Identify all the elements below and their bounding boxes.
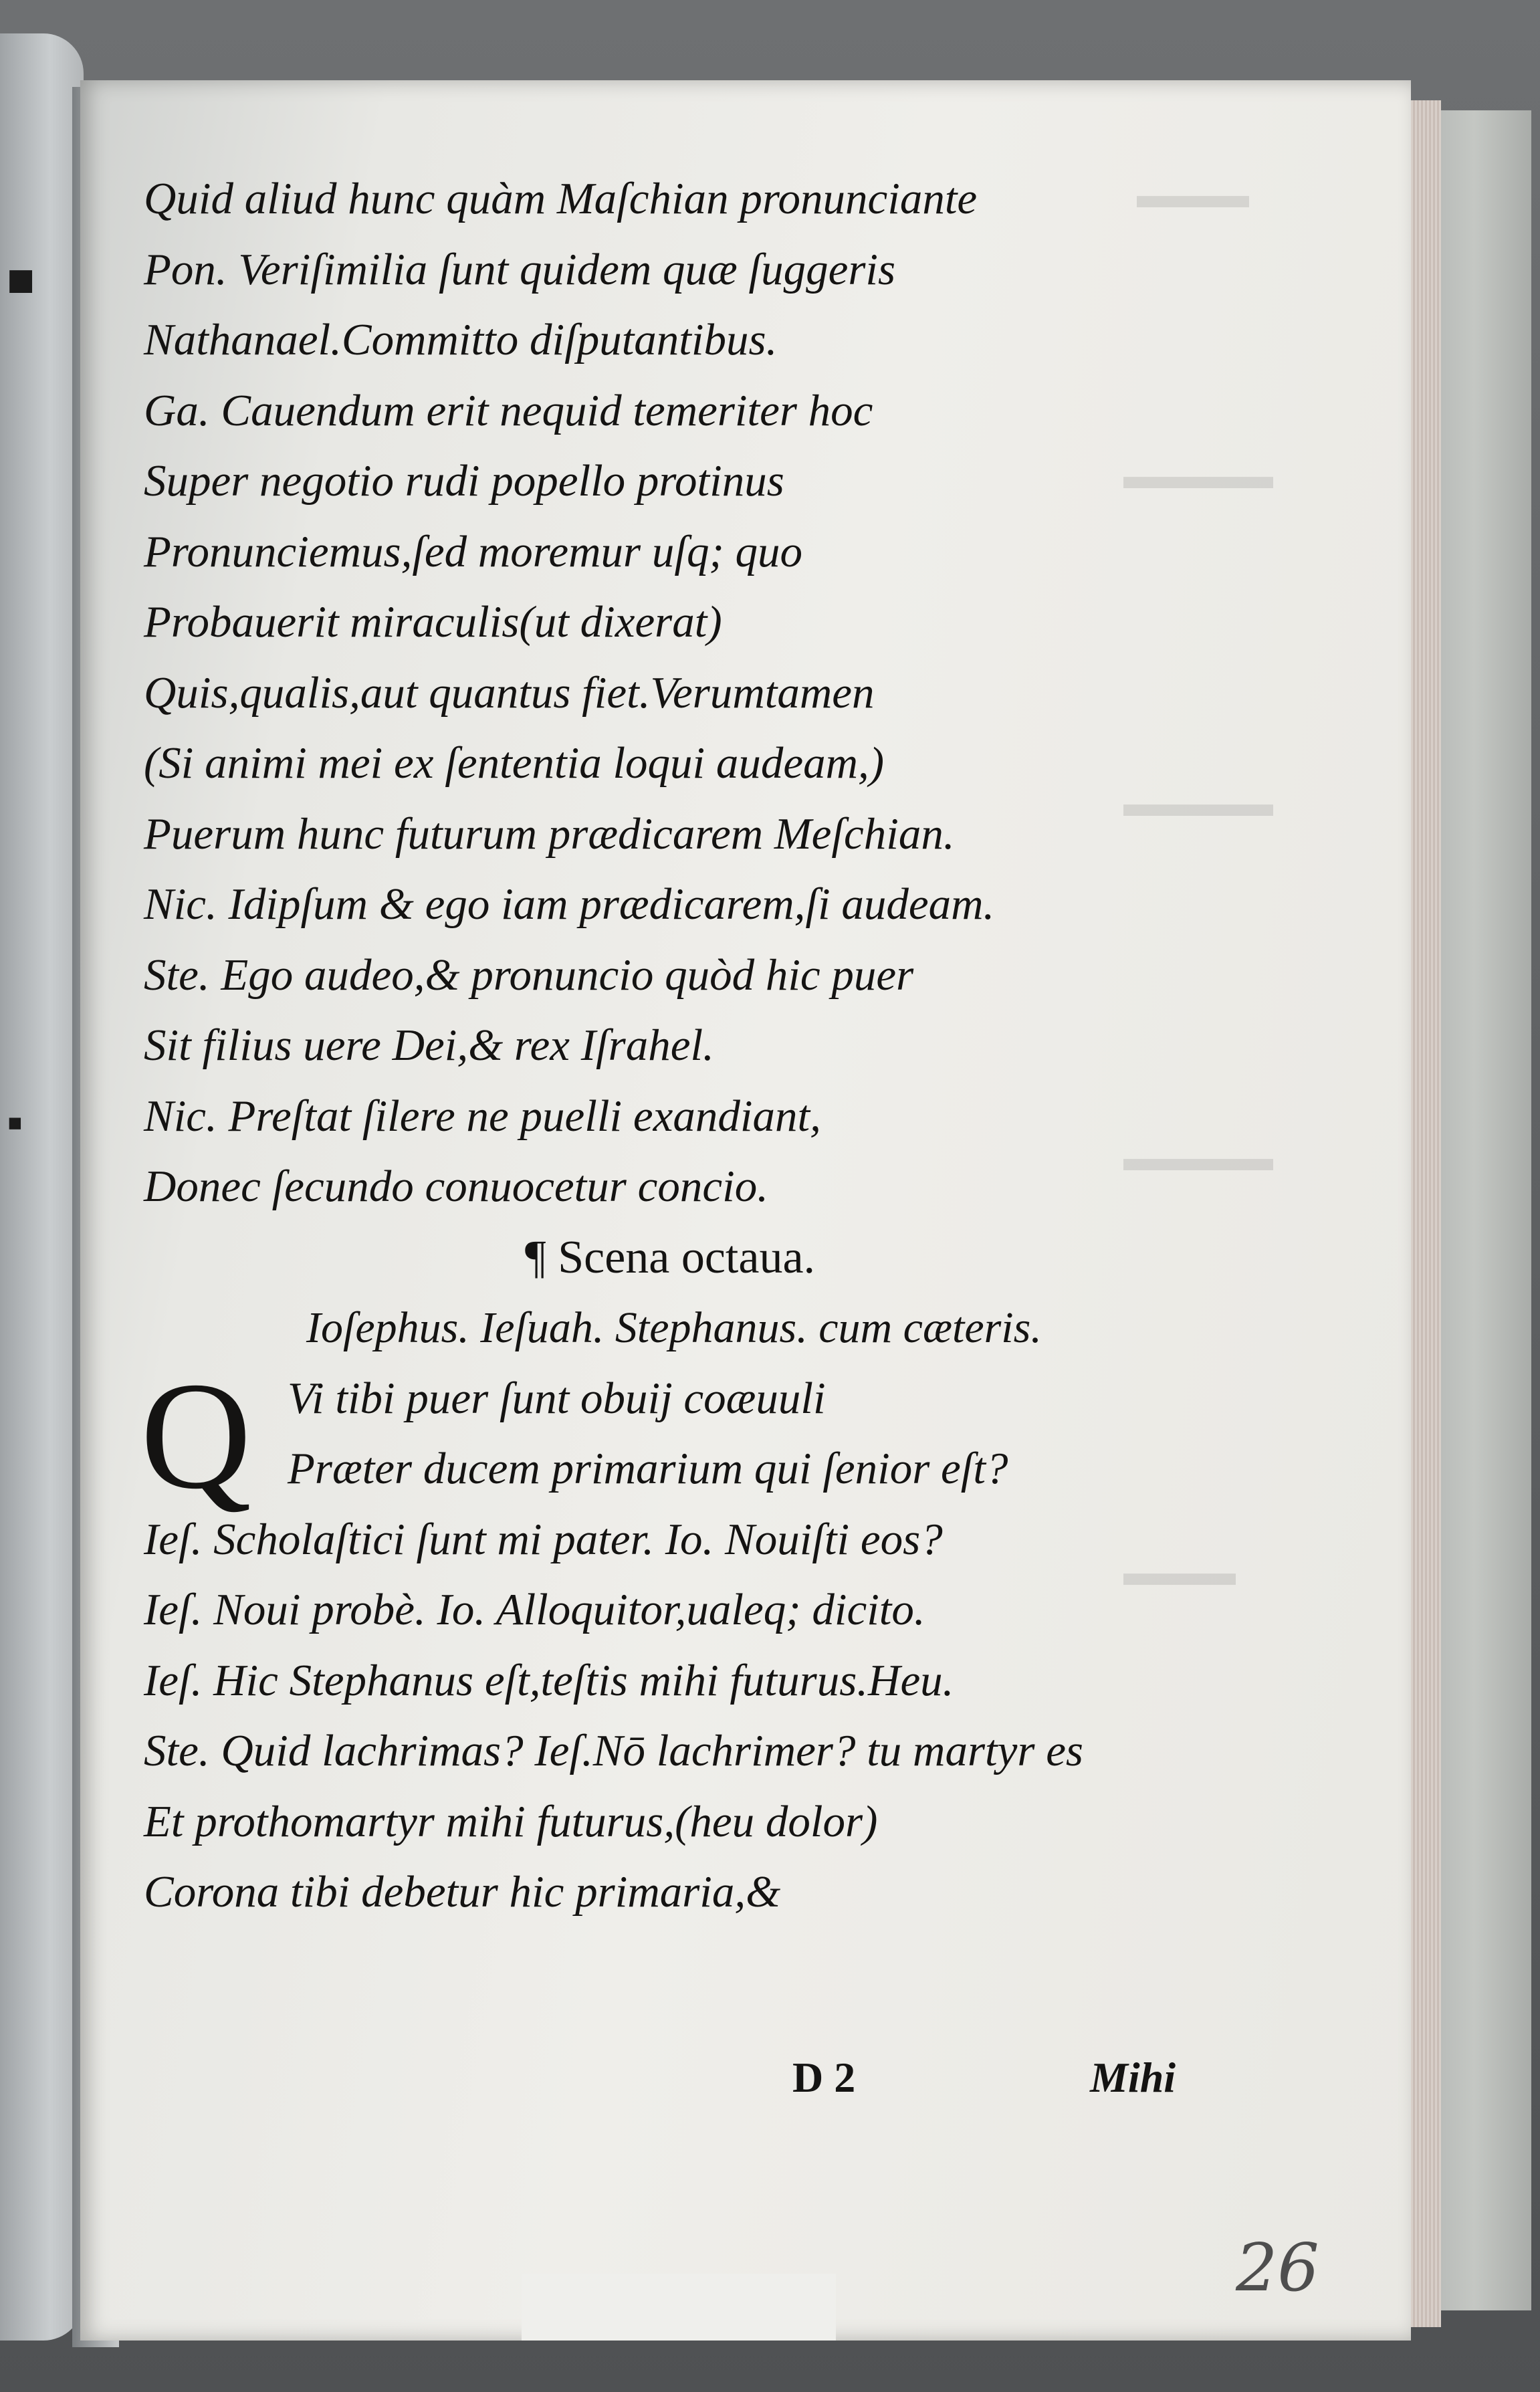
text-line: Ste. Ego audeo,& pronuncio quòd hic puer [144, 950, 914, 1000]
show-through-text: ▬▬▬ [1123, 1552, 1236, 1594]
text-line: Ste. Quid lachrimas? Ieſ.Nō lachrimer? tu martyr es [144, 1726, 1084, 1775]
text-line: Nathanael.Committo diſputantibus. [144, 315, 778, 364]
signature-mark: D 2 [792, 2054, 856, 2101]
text-line: Et prothomartyr mihi futurus,(heu dolor) [144, 1796, 878, 1846]
text-line: Præter ducem primarium qui ſenior eſt? [288, 1444, 1008, 1493]
text-line: Probauerit miraculis(ut dixerat) [144, 597, 722, 647]
text-line: Ieſ. Noui probè. Io. Alloquitor,ualeq; dicito. [144, 1585, 925, 1634]
folio-number: 26 [1236, 2230, 1319, 2306]
show-through-text: ▬▬▬▬ [1123, 783, 1273, 825]
text-line: Super negotio rudi popello protinus [144, 456, 784, 506]
text-line: Pronunciemus,ſed moremur uſq; quo [144, 526, 803, 576]
facing-page-mark: ■ [7, 255, 35, 306]
catchword: Mihi [1090, 2054, 1176, 2101]
facing-page-mark: ▪ [7, 1097, 23, 1149]
text-line: Ga. Cauendum erit nequid temeriter hoc [144, 385, 873, 435]
drop-cap: Q [140, 1349, 252, 1521]
text-line: Sit filius uere Dei,& rex Iſrahel. [144, 1020, 714, 1070]
book-page [80, 80, 1411, 2341]
text-line: Ieſ. Hic Stephanus eſt,teſtis mihi futurus.Heu. [144, 1655, 954, 1705]
show-through-text: ▬▬▬ [1137, 175, 1249, 216]
text-line: Corona tibi debetur hic primaria,& [144, 1867, 781, 1917]
blank-label [522, 2274, 836, 2341]
show-through-text: ▬▬▬▬ [1123, 1137, 1273, 1179]
persons-list: Ioſephus. Ieſuah. Stephanus. cum cæteris. [306, 1303, 1042, 1352]
show-through-text: ▬▬▬▬ [1123, 455, 1273, 497]
text-line: Puerum hunc futurum prædicarem Meſchian. [144, 808, 955, 859]
text-line: Quis,qualis,aut quantus fiet.Verumtamen [144, 667, 875, 718]
dropcap-block [140, 1349, 1307, 1521]
facing-page-edge [0, 33, 84, 2341]
text-line: Nic. Preſtat ſilere ne puelli exandiant, [144, 1091, 821, 1141]
text-line: Vi tibi puer ſunt obuij coæuuli [288, 1373, 826, 1423]
text-line: (Si animi mei ex ſententia loqui audeam,) [144, 738, 885, 788]
text-line: Ieſ. Scholaſtici ſunt mi pater. Io. Nouiſti eos? [144, 1514, 943, 1564]
scene-heading: ¶ Scena octaua. [525, 1231, 816, 1283]
text-line: Quid aliud hunc quàm Maſchian pronunciante [144, 174, 978, 223]
text-line: Nic. Idipſum & ego iam prædicarem,ſi audeam. [144, 879, 995, 929]
text-line: Pon. Veriſimilia ſunt quidem quæ ſuggeris [144, 244, 896, 294]
page-text [140, 164, 1307, 1928]
text-line: Donec ſecundo conuocetur concio. [144, 1162, 768, 1211]
